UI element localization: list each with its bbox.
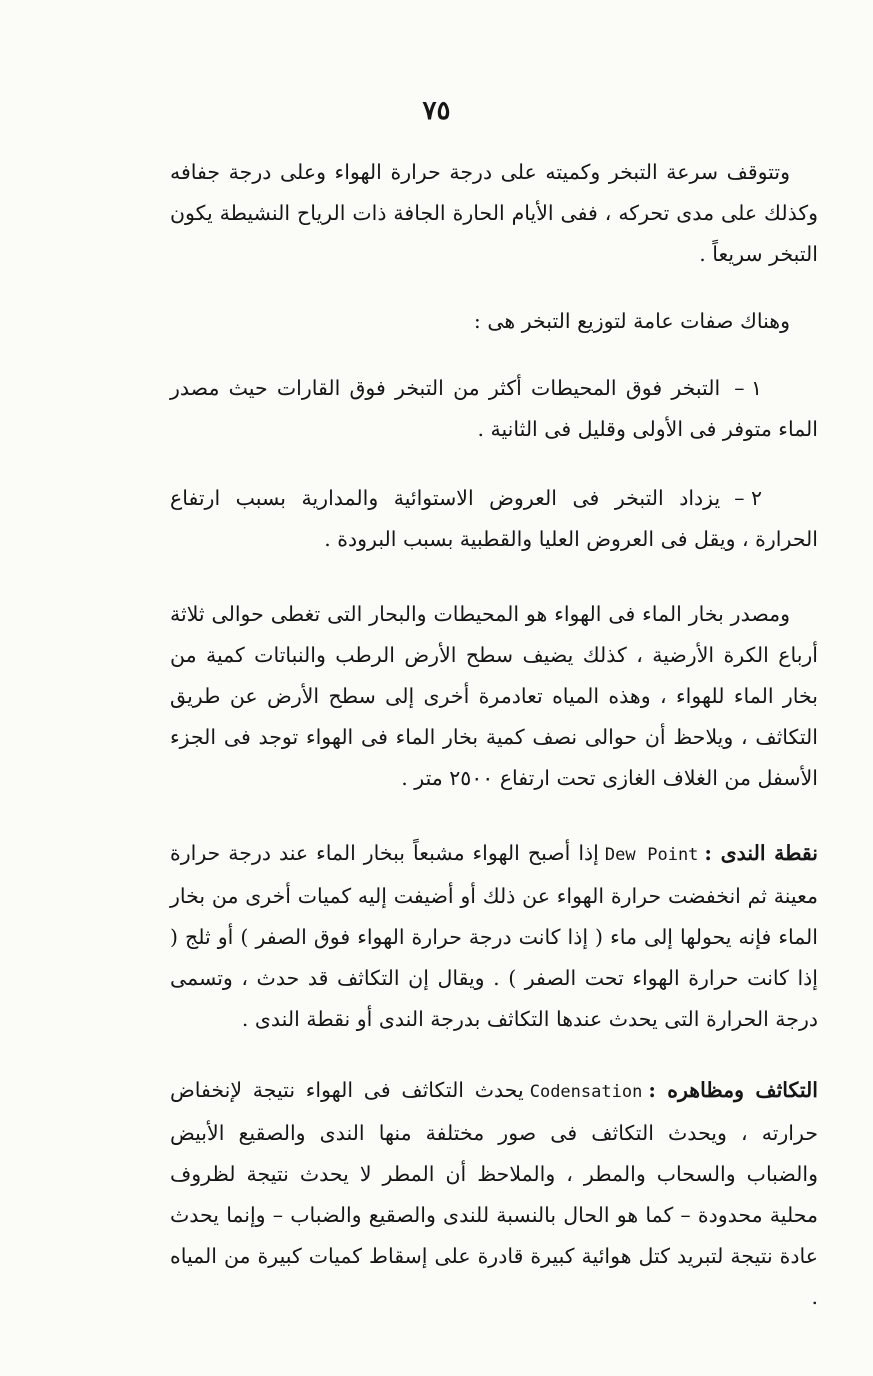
paragraph-distribution-intro: وهناك صفات عامة لتوزيع التبخر هى : [473,309,790,333]
dew-point-term: نقطة الندى : [704,841,818,865]
paragraph-water-vapour-source: ومصدر بخار الماء فى الهواء هو المحيطات والبحار التى تغطى حوالى ثلاثة أرباع الكرة الأرضية ، كذلك يضيف سطح الأرض الرطب والنباتات كمية من بخار الماء للهواء ، وهذه المياه تعادمرة أخرى إلى سطح الأرض عن طريق التكاثف ، ويلاحظ أن حوالى نصف كمية بخار الماء فى الهواء توجد فى الجزء الأسفل من الغلاف الغازى تحت ارتفاع ٢٥٠٠ متر . [170,602,818,790]
list-item-1-number: ١ – [734,376,762,400]
condensation-text: يحدث التكاثف فى الهواء نتيجة لإنخفاض حرارته ، ويحدث التكاثف فى صور مختلفة منها الندى والصقيع الأبيض والضباب والسحاب والمطر ، والملاحظ أن المطر لا يحدث نتيجة لظروف محلية محدودة – كما هو الحال بالنسبة للندى والصقيع والضباب – وإنما يحدث عادة نتيجة لتبريد كتل هوائية كبيرة قادرة على إسقاط كميات كبيرة من المياه . [170,1078,818,1309]
paragraph-evaporation-speed: وتتوقف سرعة التبخر وكميته على درجة حرارة الهواء وعلى درجة جفافه وكذلك على مدى تحركه ، ففى الأيام الحارة الجافة ذات الرياح النشيطة يكون التبخر سريعاً . [170,160,818,266]
list-item-2-number: ٢ – [734,486,762,510]
dew-point-text: إذا أصبح الهواء مشبعاً ببخار الماء عند درجة حرارة معينة ثم انخفضت حرارة الهواء عن ذلك أو أضيفت إليه كميات أخرى من بخار الماء فإنه يحولها إلى ماء ( إذا كانت درجة حرارة الهواء فوق الصفر ) أو ثلج ( إذا كانت حرارة الهواء تحت الصفر ) . ويقال إن التكاثف قد حدث ، وتسمى درجة الحرارة التى يحدث عندها التكاثف بدرجة الندى أو نقطة الندى . [170,841,818,1031]
list-item-1 [170,368,818,450]
list-item-2-text: يزداد التبخر فى العروض الاستوائية والمدارية بسبب ارتفاع الحرارة ، ويقل فى العروض العليا والقطبية بسبب البرودة . [170,486,818,551]
condensation-latin-term: Codensation [529,1082,643,1102]
dew-point-latin-term: Dew Point [604,845,699,865]
paragraph-dew-point [170,833,818,1040]
page-number: ٧٥ [422,96,451,126]
paragraph-condensation [170,1070,818,1318]
list-item-1-text: التبخر فوق المحيطات أكثر من التبخر فوق القارات حيث مصدر الماء متوفر فى الأولى وقليل فى الثانية . [170,376,818,441]
condensation-term: التكاثف ومظاهره : [648,1078,818,1102]
page-body [170,152,818,1318]
list-item-2 [170,478,818,560]
